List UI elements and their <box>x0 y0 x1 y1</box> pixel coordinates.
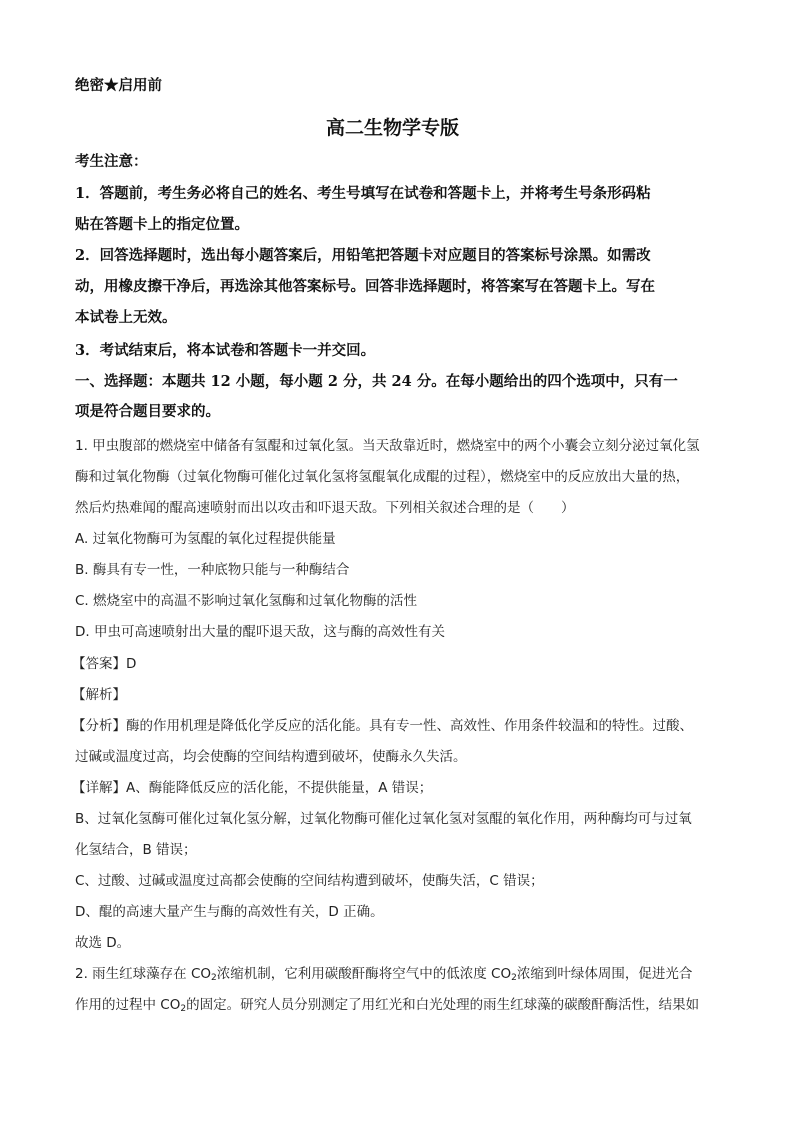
option-d: D. 甲虫可高速喷射出大量的醌吓退天敌，这与酶的高效性有关 <box>75 624 445 640</box>
notice-line: 本试卷上无效。 <box>75 309 177 326</box>
option-a: A. 过氧化物酶可为氢醌的氧化过程提供能量 <box>75 531 336 547</box>
option-b: B. 酶具有专一性，一种底物只能与一种酶结合 <box>75 562 350 578</box>
question-stem <box>75 962 692 983</box>
detail-line: B、过氧化氢酶可催化过氧化氢分解，过氧化物酶可催化过氧化氢对氢醌的氧化作用，两种酶均可与过氧 <box>75 811 692 827</box>
notice-line: 2．回答选择题时，选出每小题答案后，用铅笔把答题卡对应题目的答案标号涂黑。如需改 <box>75 247 651 264</box>
notice-line: 贴在答题卡上的指定位置。 <box>75 216 249 233</box>
answer-value: D <box>126 656 137 672</box>
question-stem: 1. 甲虫腹部的燃烧室中储备有氢醌和过氧化氢。当天敌靠近时，燃烧室中的两个小囊会立刻分泌过氧化氢 <box>75 438 700 454</box>
analysis-line <box>72 714 693 734</box>
q2-text: 的固定。研究人员分别测定了用红光和白光处理的雨生红球藻的碳酸酐酶活性，结果如 <box>186 997 700 1013</box>
notice-heading: 考生注意： <box>75 153 148 170</box>
detail-line <box>72 776 432 796</box>
answer-tag: 【答案】 <box>72 656 126 672</box>
analysis-line: 过碱或温度过高，均会使酶的空间结构遭到破坏，使酶永久失活。 <box>75 749 467 765</box>
question-stem: 酶和过氧化物酶（过氧化物酶可催化过氧化氢将氢醌氧化成醌的过程），燃烧室中的反应放出大量的热， <box>75 469 690 485</box>
detail-line: D、醌的高速大量产生与酶的高效性有关，D 正确。 <box>75 904 384 920</box>
notice-line: 动，用橡皮擦干净后，再选涂其他答案标号。回答非选择题时，将答案写在答题卡上。写在 <box>75 278 655 295</box>
analysis-sub-tag: 【分析】 <box>72 718 126 734</box>
option-c: C. 燃烧室中的高温不影响过氧化氢酶和过氧化物酶的活性 <box>75 593 418 609</box>
detail-text: A、酶能降低反应的活化能，不提供能量，A 错误； <box>126 780 433 796</box>
q2-text: 2. 雨生红球藻存在 CO <box>75 966 212 982</box>
page-title: 高二生物学专版 <box>326 117 460 139</box>
notice-line: 1．答题前，考生务必将自己的姓名、考生号填写在试卷和答题卡上，并将考生号条形码粘 <box>75 185 651 202</box>
q2-text: 作用的过程中 CO <box>75 997 181 1013</box>
analysis-text: 酶的作用机理是降低化学反应的活化能。具有专一性、高效性、作用条件较温和的特性。过酸、 <box>126 718 693 734</box>
question-stem <box>75 993 699 1014</box>
detail-line: 化氢结合，B 错误； <box>75 842 197 858</box>
subscript: 2 <box>211 973 217 983</box>
q2-text: 浓缩到叶绿体周围，促进光合 <box>516 966 693 982</box>
section-heading: 一、选择题：本题共 12 小题，每小题 2 分，共 24 分。在每小题给出的四个选项中，只有一 <box>75 373 678 390</box>
question-stem: 然后灼热难闻的醌高速喷射而出以攻击和吓退天敌。下列相关叙述合理的是（ ） <box>75 500 575 516</box>
conclusion-line: 故选 D。 <box>75 935 131 951</box>
analysis-tag: 【解析】 <box>72 687 126 703</box>
detail-line: C、过酸、过碱或温度过高都会使酶的空间结构遭到破坏，使酶失活，C 错误； <box>75 873 544 889</box>
subscript: 2 <box>180 1004 187 1014</box>
subscript: 2 <box>511 973 517 983</box>
answer-line <box>72 652 136 672</box>
notice-line: 3．考试结束后，将本试卷和答题卡一并交回。 <box>75 342 376 359</box>
detail-tag: 【详解】 <box>72 780 126 796</box>
secret-label: 绝密★启用前 <box>75 77 162 94</box>
q2-text: 浓缩机制，它利用碳酸酐酶将空气中的低浓度 CO <box>216 966 512 982</box>
section-heading: 项是符合题目要求的。 <box>75 403 220 420</box>
